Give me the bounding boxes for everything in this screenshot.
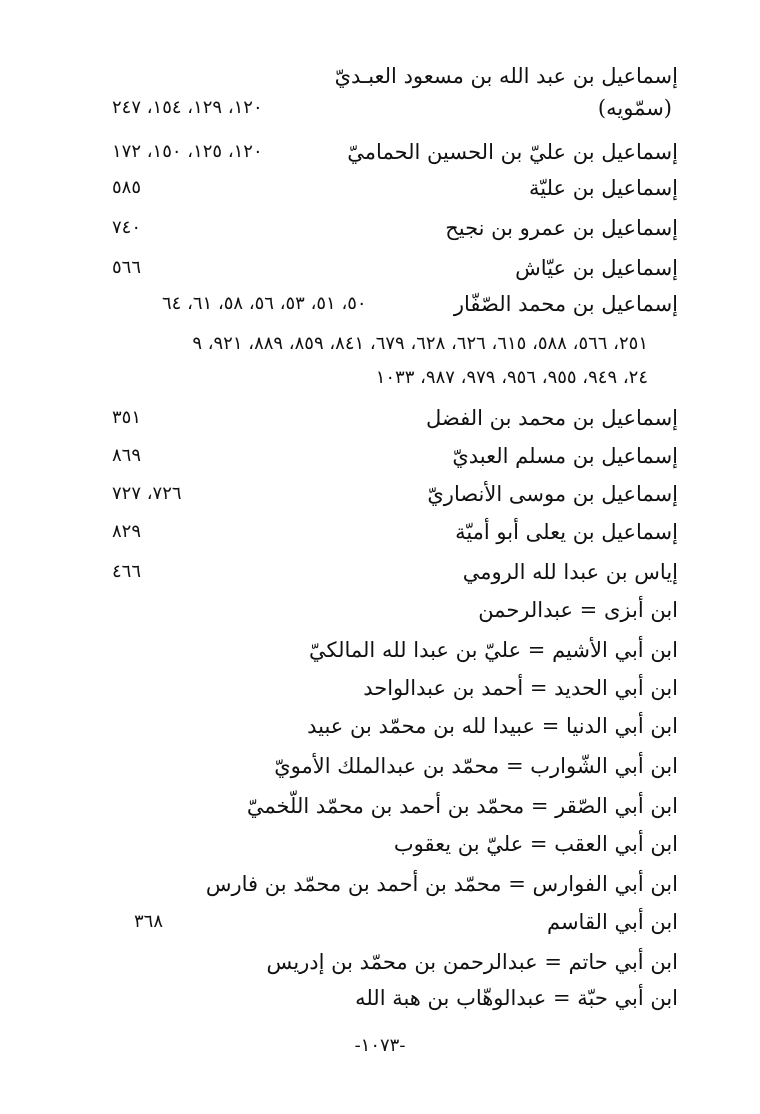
- entry-pages: ٤٦٦: [112, 561, 142, 582]
- entry-name: إسماعيل بن محمد بن الفضل: [425, 406, 678, 430]
- index-entry: [0, 674, 760, 714]
- entry-pages: ٧٢٦، ٧٢٧: [112, 483, 182, 504]
- entry-name: إسماعيل بن عبد الله بن مسعود العبـديّ: [334, 64, 678, 88]
- index-entry: [0, 596, 760, 636]
- index-entry: [0, 94, 760, 134]
- index-entry: [0, 792, 760, 832]
- entry-name: إسماعيل بن مسلم العبديّ: [452, 444, 678, 468]
- entry-name: ابن أبزى = عبدالرحمن: [478, 598, 678, 622]
- entry-name: إسماعيل بن محمد الصّفّار: [453, 292, 678, 316]
- entry-name: ابن أبي الصّقر = محمّد بن أحمد بن محمّد اللّخميّ: [246, 794, 678, 818]
- entry-name: ابن أبي الدنيا = عبيدا لله بن محمّد بن عبيد: [307, 714, 678, 738]
- entry-pages: ٧٤٠: [112, 217, 142, 238]
- index-entry: [0, 138, 760, 178]
- entry-pages-continuation: ٢٤، ٩٤٩، ٩٥٥، ٩٥٦، ٩٧٩، ٩٨٧، ١٠٣٣: [375, 367, 648, 388]
- index-entry: [0, 948, 760, 988]
- index-entry: [0, 214, 760, 254]
- index-entry: [0, 174, 760, 214]
- index-entry: [0, 442, 760, 482]
- index-entry: [0, 558, 760, 598]
- entry-name: ابن أبي الحديد = أحمد بن عبدالواحد: [363, 676, 678, 700]
- entry-name: ابن أبي الشّوارب = محمّد بن عبدالملك الأمويّ: [274, 754, 678, 778]
- entry-pages: ٨٢٩: [112, 521, 142, 542]
- page-number: -١٠٧٣-: [354, 1035, 406, 1056]
- index-entry: [0, 518, 760, 558]
- index-entry: [0, 984, 760, 1024]
- entry-name: ابن أبي العقب = عليّ بن يعقوب: [393, 832, 678, 856]
- entry-name: إسماعيل بن يعلى أبو أميّة: [455, 520, 678, 544]
- entry-pages: ٣٦٨: [134, 911, 164, 932]
- entry-name: إسماعيل بن عيّاش: [515, 256, 678, 280]
- index-entry: [0, 752, 760, 792]
- entry-pages: ٥٠، ٥١، ٥٣، ٥٦، ٥٨، ٦١، ٦٤: [162, 293, 367, 314]
- entry-pages: ٥٨٥: [112, 177, 142, 198]
- entry-name: إسماعيل بن عمرو بن نجيح: [445, 216, 678, 240]
- entry-pages: ١٢٠، ١٢٥، ١٥٠، ١٧٢: [112, 141, 263, 162]
- index-entry: [0, 404, 760, 444]
- entry-name: إسماعيل بن موسى الأنصاريّ: [427, 482, 678, 506]
- entry-name: (سمّويه): [597, 96, 672, 120]
- index-entry: [0, 290, 760, 330]
- index-entry: [0, 830, 760, 870]
- entry-name: إسماعيل بن عليّ بن الحسين الحماميّ: [347, 140, 678, 164]
- entry-pages: ٥٦٦: [112, 257, 142, 278]
- entry-name: إياس بن عبدا لله الرومي: [462, 560, 678, 584]
- entry-pages: ٨٦٩: [112, 445, 142, 466]
- entry-name: ابن أبي الفوارس = محمّد بن أحمد بن محمّد بن فارس: [205, 872, 678, 896]
- index-entry: [0, 636, 760, 676]
- entry-name: ابن أبي حاتم = عبدالرحمن بن محمّد بن إدريس: [266, 950, 678, 974]
- entry-pages: ١٢٠، ١٢٩، ١٥٤، ٢٤٧: [112, 97, 263, 118]
- index-entry: [0, 254, 760, 294]
- entry-name: إسماعيل بن عليّة: [529, 176, 678, 200]
- entry-name: ابن أبي القاسم: [546, 910, 678, 934]
- index-entry: [0, 908, 760, 948]
- entry-pages-continuation: ٢٥١، ٥٦٦، ٥٨٨، ٦١٥، ٦٢٦، ٦٢٨، ٦٧٩، ٨٤١، ٨٥٩، ٨٨٩، ٩٢١، ٩: [192, 333, 648, 354]
- entry-pages: ٣٥١: [112, 407, 142, 428]
- entry-name: ابن أبي الأشيم = عليّ بن عبدا لله المالكيّ: [309, 638, 678, 662]
- index-entry: [0, 480, 760, 520]
- index-entry: [0, 870, 760, 910]
- entry-name: ابن أبي حبّة = عبدالوهّاب بن هبة الله: [355, 986, 678, 1010]
- index-entry: [0, 712, 760, 752]
